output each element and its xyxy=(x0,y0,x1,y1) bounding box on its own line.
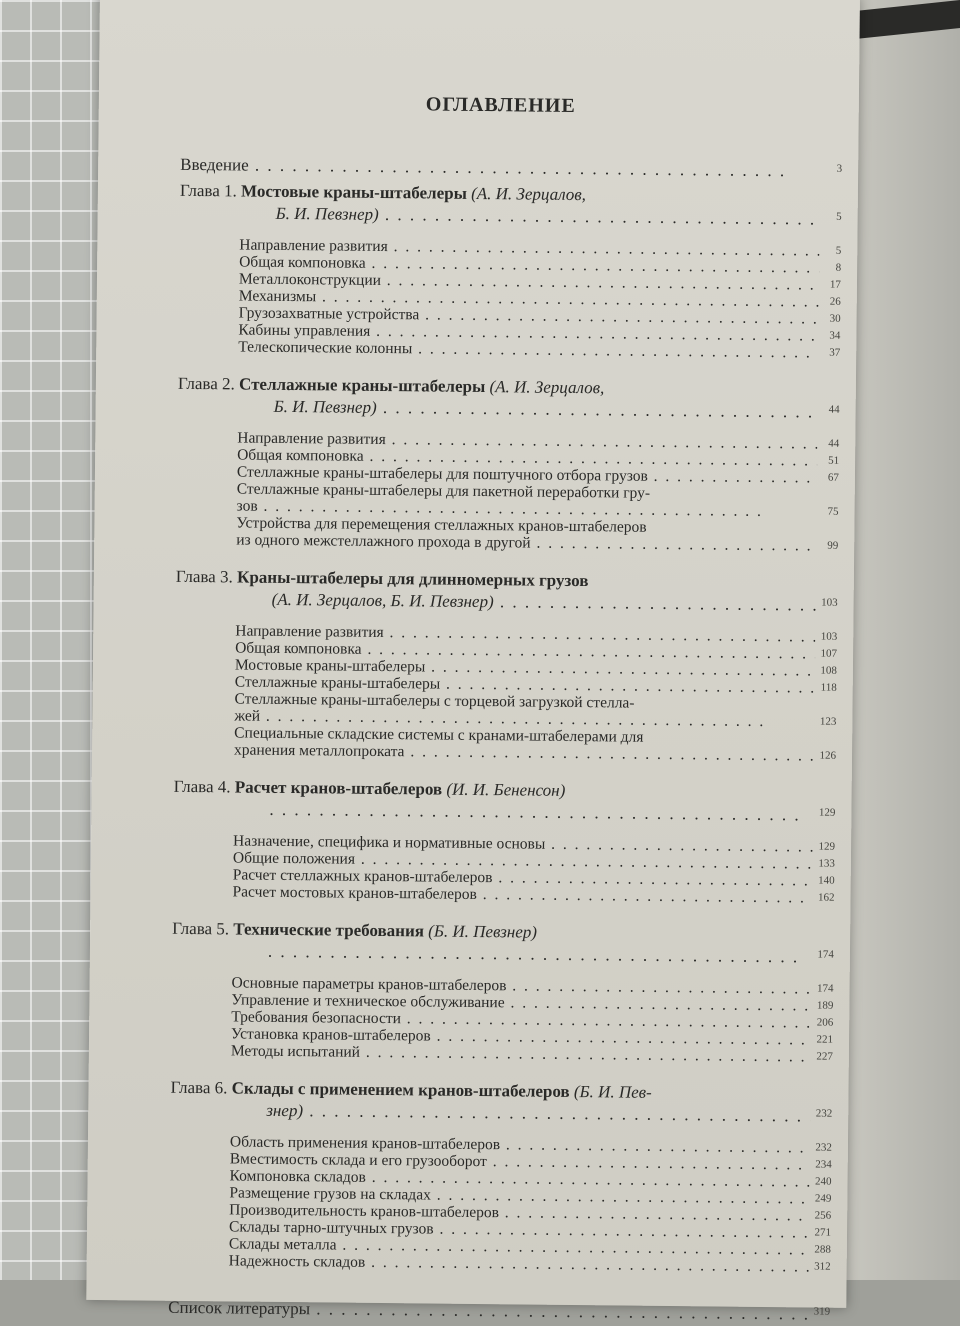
page-number: 174 xyxy=(817,981,834,998)
page-number: 221 xyxy=(816,1032,833,1049)
page-number: 249 xyxy=(815,1191,832,1208)
page-number: 30 xyxy=(830,311,841,328)
page-number: 206 xyxy=(817,1015,834,1032)
book-page xyxy=(86,0,860,1308)
toc-item-text: Расчет мостовых кранов-штабелеров xyxy=(232,883,477,903)
chapter-number: Глава 3. xyxy=(176,567,233,587)
toc-item-text: Направление развития xyxy=(235,622,384,641)
page-number: 129 xyxy=(819,805,836,822)
page-number: 234 xyxy=(815,1157,832,1174)
chapter-number: Глава 6. xyxy=(170,1078,227,1098)
toc-item-text: Устройства для перемещения стеллажных кранов-штабелеров xyxy=(176,514,816,538)
page-number: 5 xyxy=(836,209,842,226)
toc-item-text: Общая компоновка xyxy=(235,639,362,657)
page-number: 256 xyxy=(815,1208,832,1225)
toc-item-text: Управление и техническое обслуживание xyxy=(231,991,504,1011)
toc-item-text: Общие положения xyxy=(233,849,355,867)
toc-item-text: Кабины управления xyxy=(238,321,370,339)
toc-item-text-cont: из одного межстеллажного прохода в другой xyxy=(236,531,531,551)
toc-item-text: Стеллажные краны-штабелеры с торцевой загрузкой стелла- xyxy=(174,690,814,714)
chapter-title: Мостовые краны-штабелеры xyxy=(241,181,467,202)
toc-item-text: Методы испытаний xyxy=(231,1042,360,1060)
page-number: 123 xyxy=(820,714,837,731)
chapter-heading xyxy=(180,180,820,231)
page-number: 99 xyxy=(827,538,838,555)
chapter-heading xyxy=(176,566,816,617)
toc xyxy=(168,91,821,1326)
toc-item xyxy=(176,514,816,555)
page-number: 3 xyxy=(837,161,843,178)
toc-item-text-cont: жей xyxy=(234,707,260,724)
page-number: 162 xyxy=(818,890,835,907)
chapter-heading xyxy=(172,918,812,969)
chapter-author-cont: (А. И. Зерцалов, Б. И. Певзнер) xyxy=(272,590,494,611)
toc-item-text-cont: хранения металлопроката xyxy=(234,741,405,760)
page-number: 140 xyxy=(818,873,835,890)
chapter-title: Краны-штабелеры для длинномерных грузов xyxy=(237,567,589,590)
toc-item-text: Установка кранов-штабелеров xyxy=(231,1025,431,1044)
toc-item-text: Специальные складские системы с кранами-штабелерами для xyxy=(174,724,814,748)
chapter-author: (А. И. Зерцалов, xyxy=(489,377,604,397)
page-number: 312 xyxy=(814,1259,831,1276)
chapter-author: (А. И. Зерцалов, xyxy=(471,184,586,204)
page-number: 26 xyxy=(830,294,841,311)
toc-item-text: Направление развития xyxy=(239,236,388,255)
page-number: 17 xyxy=(830,277,841,294)
toc-item-text-cont: зов xyxy=(237,497,258,514)
toc-item-text: Расчет стеллажных кранов-штабелеров xyxy=(233,866,493,886)
chapter-number: Глава 1. xyxy=(180,181,237,201)
page-number: 232 xyxy=(815,1140,832,1157)
toc-item-text: Общая компоновка xyxy=(239,253,366,271)
toc-item-text: Назначение, специфика и нормативные основы xyxy=(233,832,545,852)
toc-item-text: Склады металла xyxy=(229,1235,337,1253)
toc-item-text: Стеллажные краны-штабелеры для пакетной переработки гру- xyxy=(177,480,817,504)
page-number: 51 xyxy=(828,453,839,470)
page-number: 240 xyxy=(815,1174,832,1191)
toc-item-text: Стеллажные краны-штабелеры xyxy=(235,673,441,692)
toc-intro: Введение . . . 3 xyxy=(180,154,820,183)
page-number: 108 xyxy=(820,663,837,680)
chapter-number: Глава 5. xyxy=(172,919,229,939)
chapter-author-cont: Б. И. Певзнер) xyxy=(274,397,377,417)
chapter-list xyxy=(168,180,820,1290)
chapter-author: (И. И. Бененсон) xyxy=(446,780,565,800)
toc-item-text: Компоновка складов xyxy=(229,1167,365,1185)
toc-item-text: Направление развития xyxy=(237,429,386,448)
page-number: 34 xyxy=(829,328,840,345)
chapter-title: Стеллажные краны-штабелеры xyxy=(239,374,485,396)
chapter-author-cont: знер) xyxy=(266,1101,303,1120)
page-number: 271 xyxy=(814,1225,831,1242)
page-number: 103 xyxy=(821,595,838,612)
background-right xyxy=(840,0,960,1280)
chapter-title: Склады с применением кранов-штабелеров xyxy=(232,1078,570,1101)
chapter-heading xyxy=(178,373,818,424)
toc-item-text: Область применения кранов-штабелеров xyxy=(230,1133,500,1153)
chapter-author: (Б. И. Пев- xyxy=(574,1082,652,1102)
page-number: 288 xyxy=(814,1242,831,1259)
page-number: 44 xyxy=(829,402,840,419)
chapter-heading xyxy=(170,1077,810,1128)
page-number: 126 xyxy=(819,748,836,765)
toc-item-text: Склады тарно-штучных грузов xyxy=(229,1218,434,1237)
chapter-number: Глава 2. xyxy=(178,374,235,394)
page-number: 133 xyxy=(818,856,835,873)
chapter-block xyxy=(176,373,818,569)
chapter-number: Глава 4. xyxy=(174,777,231,797)
toc-item-text: Стеллажные краны-штабелеры для поштучного отбора грузов xyxy=(237,463,648,484)
toc-item-text: Мостовые краны-штабелеры xyxy=(235,656,426,675)
toc-item-text: Вместимость склада и его грузооборот xyxy=(230,1150,487,1170)
page-number: 103 xyxy=(821,629,838,646)
page-number: 44 xyxy=(828,436,839,453)
page-number: 174 xyxy=(817,947,834,964)
toc-bibliography: Список литературы . . . 319 xyxy=(168,1297,808,1326)
toc-item-text: Требования безопасности xyxy=(231,1008,401,1027)
page-number: 75 xyxy=(827,504,838,521)
toc-item-text: Основные параметры кранов-штабелеров xyxy=(232,974,507,994)
toc-item-text: Размещение грузов на складах xyxy=(229,1184,431,1203)
page-number: 319 xyxy=(814,1304,831,1321)
page-number: 232 xyxy=(816,1106,833,1123)
toc-item-text: Производительность кранов-штабелеров xyxy=(229,1201,499,1221)
page-number: 118 xyxy=(821,680,837,697)
page-number: 129 xyxy=(818,839,835,856)
toc-item xyxy=(174,724,814,765)
chapter-block xyxy=(174,566,816,779)
chapter-block xyxy=(172,776,813,921)
page-number: 8 xyxy=(836,260,842,277)
chapter-title: Технические требования xyxy=(233,919,424,940)
page-number: 67 xyxy=(828,470,839,487)
toc-item-text: Телескопические колонны xyxy=(238,338,412,357)
toc-item-text: Металлоконструкции xyxy=(239,270,381,288)
toc-item-text: Надежность складов xyxy=(229,1252,366,1270)
chapter-heading xyxy=(173,776,813,827)
chapter-title: Расчет кранов-штабелеров xyxy=(235,777,443,798)
toc-item-text: Общая компоновка xyxy=(237,446,364,464)
page-number: 37 xyxy=(829,345,840,362)
toc-heading: ОГЛАВЛЕНИЕ xyxy=(181,91,821,121)
page-number: 227 xyxy=(816,1049,833,1066)
chapter-author: (Б. И. Певзнер) xyxy=(428,921,537,941)
page-number: 5 xyxy=(836,243,842,260)
chapter-block xyxy=(178,180,820,376)
chapter-block xyxy=(168,1077,810,1290)
toc-item-text: Грузозахватные устройства xyxy=(239,304,420,323)
chapter-block xyxy=(171,918,813,1080)
page-number: 107 xyxy=(820,646,837,663)
page-number: 189 xyxy=(817,998,834,1015)
toc-item-text: Механизмы xyxy=(239,287,317,305)
chapter-author-cont: Б. И. Певзнер) xyxy=(276,204,379,224)
